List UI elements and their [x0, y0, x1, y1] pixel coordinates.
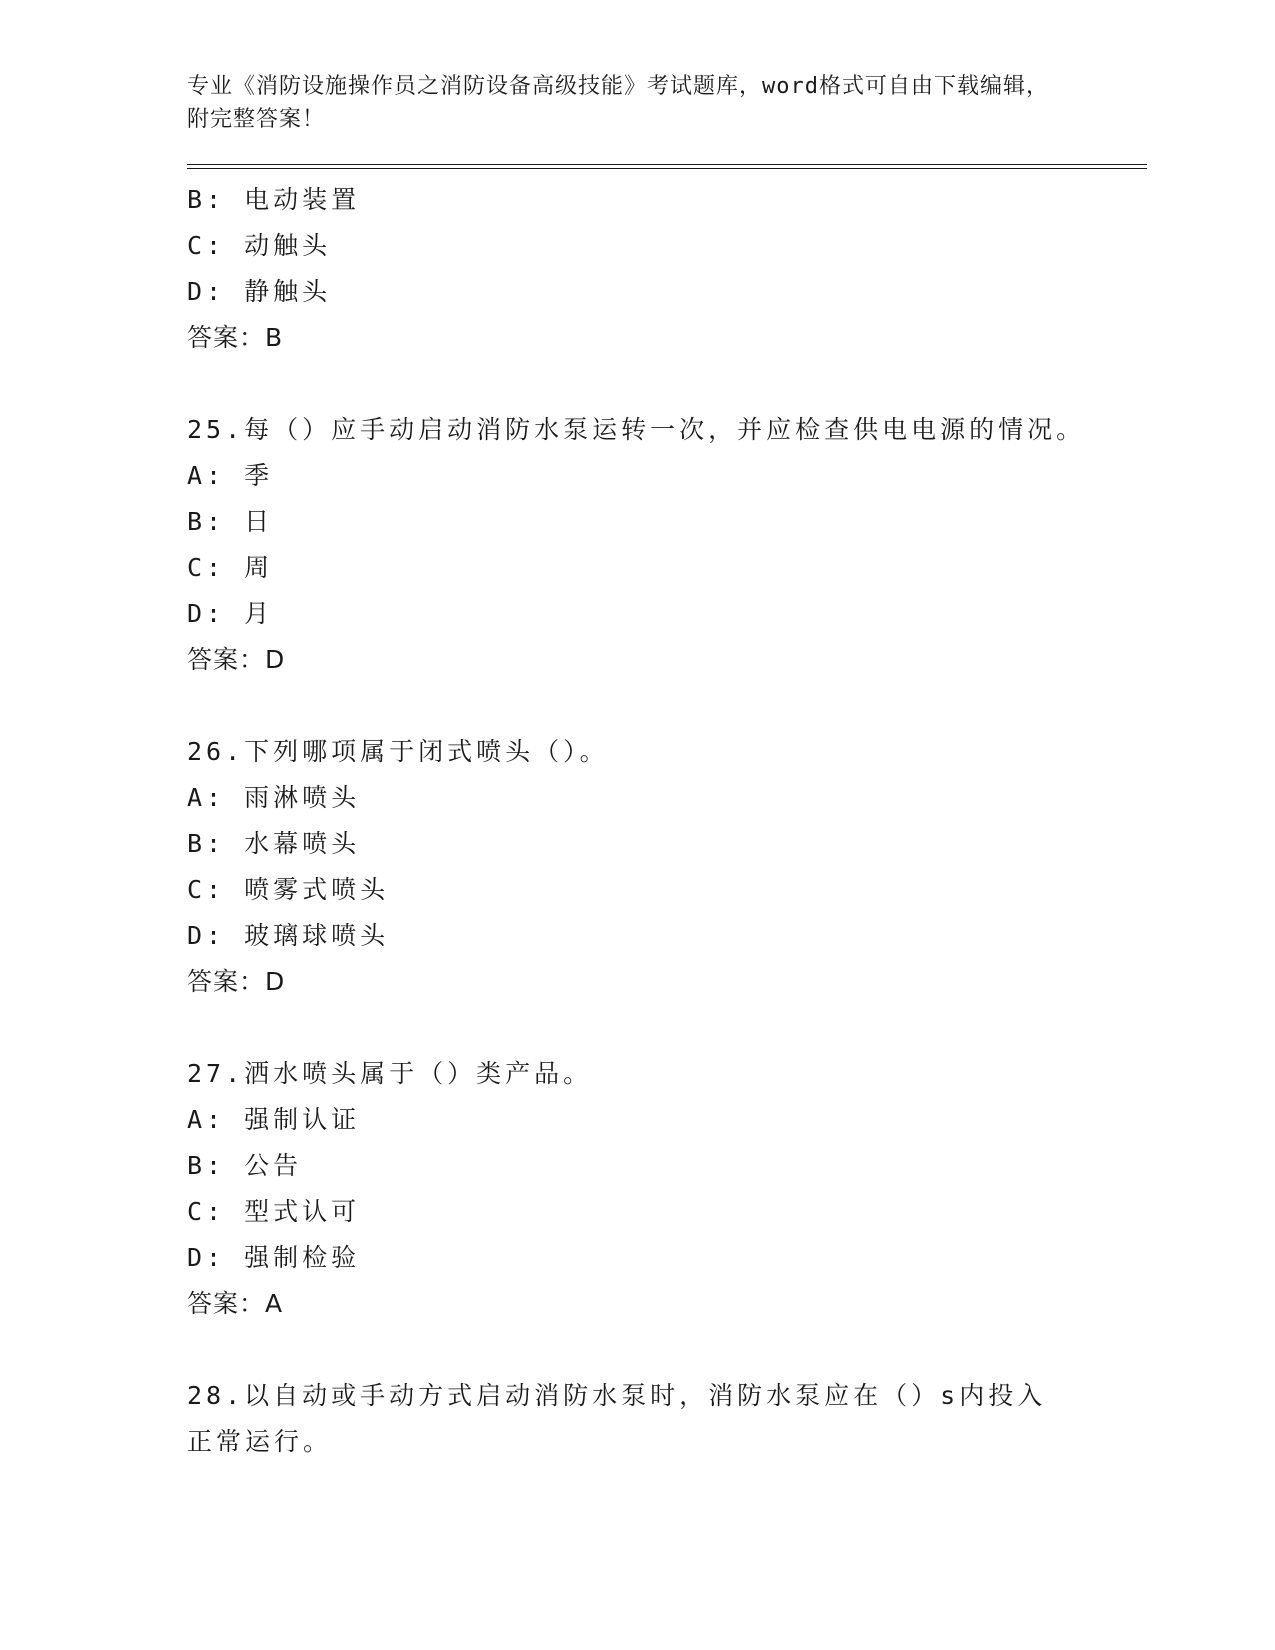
option-a: A: 强制认证	[187, 1105, 361, 1134]
option-a: A: 季	[187, 461, 274, 490]
document-header: 专业《消防设施操作员之消防设备高级技能》考试题库，word格式可自由下载编辑，附完整答案！	[187, 74, 1049, 132]
option-b: B: 电动装置	[187, 185, 361, 214]
option-d: D: 强制检验	[187, 1243, 361, 1272]
answer: 答案：A	[187, 1289, 284, 1318]
option-c: C: 周	[187, 553, 274, 582]
question-28	[187, 1373, 1147, 1465]
question-26	[187, 729, 1147, 1005]
question-27	[187, 1051, 1147, 1327]
option-b: B: 公告	[187, 1151, 303, 1180]
option-c: C: 动触头	[187, 231, 332, 260]
option-d: D: 月	[187, 599, 274, 628]
answer: 答案：D	[187, 967, 286, 996]
answer: 答案：B	[187, 323, 284, 352]
answer: 答案：D	[187, 645, 286, 674]
option-a: A: 雨淋喷头	[187, 783, 361, 812]
option-d: D: 静触头	[187, 277, 332, 306]
option-b: B: 水幕喷头	[187, 829, 361, 858]
document-page	[187, 70, 1147, 1465]
question-text: 27.洒水喷头属于（）类产品。	[187, 1059, 593, 1088]
option-c: C: 型式认可	[187, 1197, 361, 1226]
option-d: D: 玻璃球喷头	[187, 921, 390, 950]
option-b: B: 日	[187, 507, 274, 536]
option-c: C: 喷雾式喷头	[187, 875, 390, 904]
header-double-rule	[187, 164, 1147, 169]
question-25	[187, 407, 1147, 683]
question-text: 28.以自动或手动方式启动消防水泵时，消防水泵应在（）s内投入正常运行。	[187, 1381, 1047, 1456]
question-24-tail	[187, 177, 1147, 361]
question-text: 25.每（）应手动启动消防水泵运转一次，并应检查供电电源的情况。	[187, 415, 1086, 444]
question-text: 26.下列哪项属于闭式喷头（）。	[187, 737, 609, 766]
